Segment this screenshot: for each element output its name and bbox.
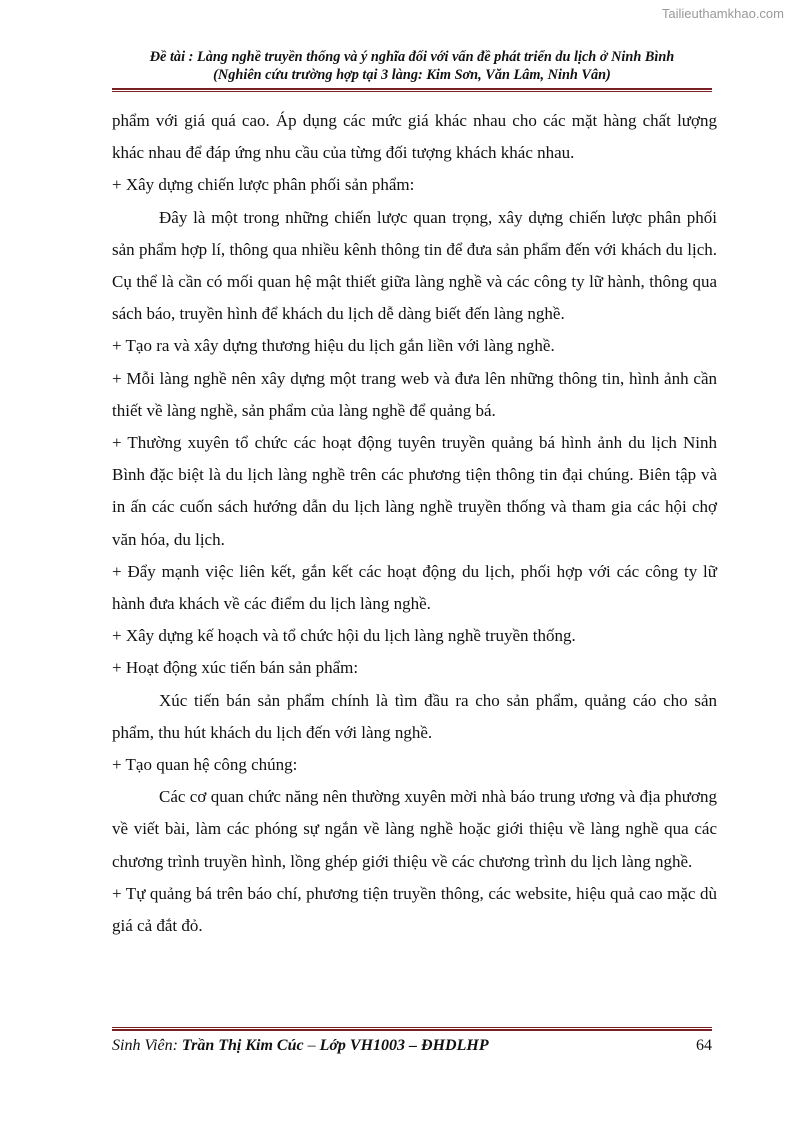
- paragraph: + Hoạt động xúc tiến bán sản phẩm:: [112, 658, 359, 678]
- header-rule: [112, 88, 712, 92]
- paragraph: + Xây dựng chiến lược phân phối sản phẩm:: [112, 175, 415, 195]
- paragraph: + Thường xuyên tổ chức các hoạt động tuyên truyền quảng bá hình ảnh du lịch Ninh Bình đặc biệt là du lịch làng nghề trên các phương tiện thông tin đại chúng. Biên tập và in ấn các cuốn sách hướng dẫn du lịch làng nghề truyền thống và tham gia các hội chợ văn hóa, du lịch.: [112, 433, 717, 549]
- paragraph: + Xây dựng kế hoạch và tổ chức hội du lịch làng nghề truyền thống.: [112, 626, 576, 646]
- footer-student-name: Trần Thị Kim Cúc: [181, 1037, 304, 1054]
- paragraph: + Đẩy mạnh việc liên kết, gắn kết các hoạt động du lịch, phối hợp với các công ty lữ hành đưa khách về các điểm du lịch làng nghề.: [112, 561, 717, 614]
- page-header: [112, 48, 712, 84]
- footer-class: Lớp VH1003 – ĐHDLHP: [319, 1037, 489, 1054]
- footer-separator: –: [303, 1037, 320, 1054]
- footer-rule: [112, 1027, 712, 1031]
- paragraph: + Tạo ra và xây dựng thương hiệu du lịch gắn liền với làng nghề.: [112, 336, 555, 356]
- paragraph: phẩm với giá quá cao. Áp dụng các mức giá khác nhau cho các mặt hàng chất lượng khác nhau để đáp ứng nhu cầu của từng đối tượng khách khác nhau.: [112, 111, 717, 163]
- header-title: Đề tài : Làng nghề truyền thống và ý nghĩa đối với vấn đề phát triển du lịch ở Ninh Bình: [149, 49, 675, 65]
- paragraph: Xúc tiến bán sản phẩm chính là tìm đầu ra cho sản phẩm, quảng cáo cho sản phẩm, thu hút khách du lịch đến với làng nghề.: [112, 690, 717, 742]
- footer-label: Sinh Viên:: [112, 1037, 182, 1054]
- page-footer: [112, 1037, 712, 1055]
- paragraph: + Tạo quan hệ công chúng:: [112, 755, 298, 775]
- watermark: Tailieuthamkhao.com: [661, 6, 784, 21]
- page-number: 64: [696, 1037, 712, 1054]
- header-subtitle: (Nghiên cứu trường hợp tại 3 làng: Kim Sơn, Văn Lâm, Ninh Vân): [213, 67, 611, 83]
- paragraph: + Tự quảng bá trên báo chí, phương tiện truyền thông, các website, hiệu quả cao mặc dù giá cả đắt đỏ.: [112, 883, 717, 936]
- paragraph: Đây là một trong những chiến lược quan trọng, xây dựng chiến lược phân phối sản phẩm hợp lí, thông qua nhiều kênh thông tin để đưa sản phẩm đến với khách du lịch. Cụ thể là cần có mối quan hệ mật thiết giữa làng nghề và các công ty lữ hành, thông qua sách báo, truyền hình để khách du lịch dễ dàng biết đến làng nghề.: [112, 207, 717, 324]
- paragraph: Các cơ quan chức năng nên thường xuyên mời nhà báo trung ương và địa phương về viết bài, làm các phóng sự ngắn về làng nghề hoặc giới thiệu về làng nghề qua các chương trình truyền hình, lồng ghép giới thiệu về các chương trình du lịch làng nghề.: [112, 787, 717, 871]
- paragraph: + Mỗi làng nghề nên xây dựng một trang web và đưa lên những thông tin, hình ảnh cần thiết về làng nghề, sản phẩm của làng nghề để quảng bá.: [112, 368, 717, 420]
- document-body: [112, 105, 717, 942]
